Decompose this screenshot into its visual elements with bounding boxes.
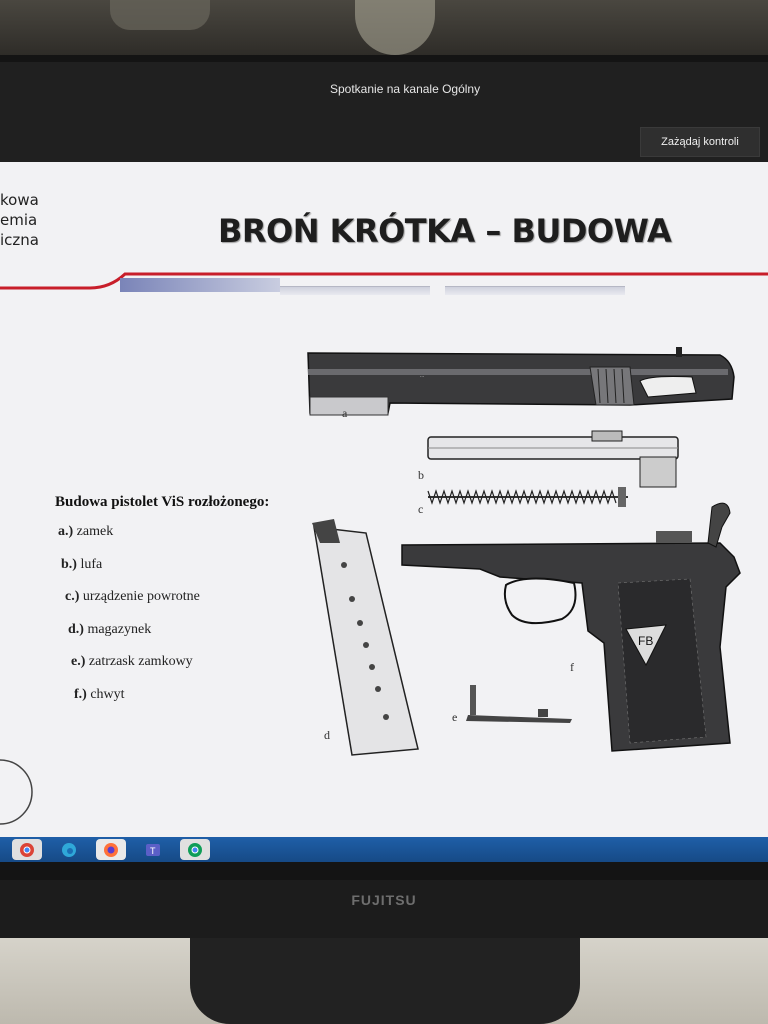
logo-line: iczna (0, 231, 39, 249)
pistol-diagram (300, 347, 760, 817)
label-a: a (342, 406, 348, 420)
part-key: e.) (71, 654, 86, 669)
room-background (0, 0, 768, 60)
part-text: lufa (80, 556, 103, 572)
logo-seal (0, 752, 40, 832)
logo-line: kowa (0, 191, 39, 209)
meeting-header (0, 62, 768, 162)
header-blue-bar (120, 278, 280, 292)
slide-stop-drawing (466, 685, 572, 723)
svg-text:T: T (150, 845, 156, 856)
parts-list (58, 524, 200, 719)
part-text: urządzenie powrotne (82, 589, 200, 604)
part-key: d.) (68, 621, 84, 637)
slide-title: BROŃ KRÓTKA – BUDOWA (218, 212, 672, 250)
chrome-icon[interactable] (12, 839, 42, 860)
monitor-stand (190, 938, 580, 1024)
part-key: f.) (74, 686, 87, 702)
header-grey-bar (280, 286, 430, 295)
chrome-icon[interactable] (180, 839, 210, 860)
part-text: magazynek (87, 621, 152, 637)
list-item (58, 687, 200, 720)
list-item (58, 622, 200, 655)
monitor-chin (0, 880, 768, 940)
list-item (58, 524, 200, 557)
slide-part-drawing (308, 347, 734, 415)
shared-slide (0, 162, 768, 837)
teams-icon[interactable] (138, 839, 168, 860)
header-decoration (0, 162, 768, 302)
monitor-brand: FUJITSU (351, 892, 417, 908)
request-control-button[interactable]: Zażądaj kontroli (640, 127, 760, 157)
svg-text:FB: FB (638, 634, 654, 648)
label-e: e (452, 710, 458, 724)
part-text: chwyt (90, 686, 125, 702)
firefox-icon[interactable] (96, 839, 126, 860)
edge-icon[interactable] (54, 839, 84, 860)
recoil-spring-drawing (428, 487, 628, 507)
header-grey-bar (445, 286, 625, 295)
list-item (58, 557, 200, 590)
part-text: zatrzask zamkowy (88, 654, 193, 669)
background-object (355, 0, 435, 55)
taskbar (0, 837, 768, 862)
part-key: c.) (65, 589, 80, 604)
part-key: a.) (58, 524, 74, 539)
list-item (58, 654, 200, 687)
parts-heading: Budowa pistolet ViS rozłożonego: (55, 494, 270, 510)
part-text: zamek (76, 524, 114, 539)
label-f: f (570, 660, 574, 674)
label-b: b (418, 468, 424, 482)
logo-line: emia (0, 211, 38, 229)
meeting-title: Spotkanie na kanale Ogólny (330, 82, 481, 96)
svg-text:...: ... (420, 373, 425, 379)
background-object (110, 0, 210, 30)
label-c: c (418, 502, 424, 516)
barrel-drawing (428, 431, 678, 487)
list-item (58, 589, 200, 622)
screen (0, 62, 768, 862)
part-key: b.) (61, 556, 77, 572)
label-d: d (324, 728, 330, 742)
